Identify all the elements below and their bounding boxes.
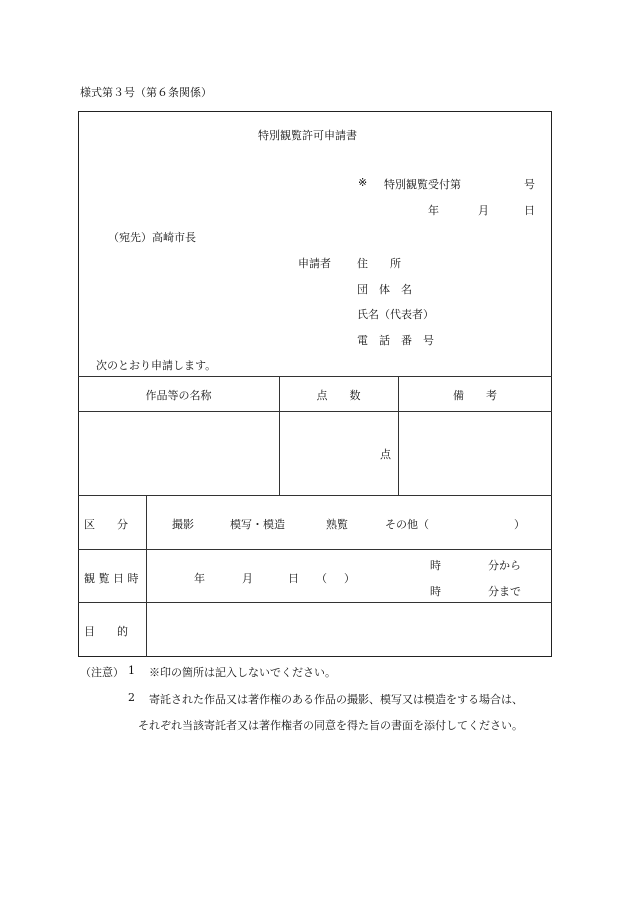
purpose-input[interactable] — [152, 606, 546, 652]
note-2-number: 2 — [128, 691, 135, 704]
category-option-copy[interactable]: 模写・模造 — [230, 518, 285, 531]
schedule-end-hour[interactable]: 時 — [430, 585, 441, 598]
applicant-name-field[interactable]: 氏名（代表者） — [357, 308, 434, 321]
note-1-number: 1 — [128, 664, 135, 677]
schedule-day[interactable]: 日 — [288, 572, 299, 585]
schedule-row-bottom-rule — [78, 602, 552, 603]
works-header: 作品等の名称 — [145, 389, 212, 402]
category-option-inspection[interactable]: 熟覧 — [326, 518, 348, 531]
category-other-close: ） — [514, 518, 525, 531]
applicant-phone-field[interactable]: 電 話 番 号 — [357, 334, 434, 347]
schedule-end-minute[interactable]: 分まで — [488, 585, 521, 598]
addressee: （宛先）高崎市長 — [108, 231, 196, 244]
form-title: 特別観覧許可申請書 — [258, 129, 357, 142]
application-form-frame — [78, 111, 552, 657]
schedule-start-minute[interactable]: 分から — [488, 559, 521, 572]
intro-text: 次のとおり申請します。 — [96, 359, 217, 372]
category-option-other[interactable]: その他（ — [385, 518, 429, 531]
schedule-label: 観 覧 日 時 — [84, 572, 139, 585]
schedule-weekday-open: （ — [316, 572, 327, 585]
label-col-divider — [146, 495, 147, 657]
reception-mark: ※ — [358, 176, 368, 189]
category-label: 区 分 — [84, 518, 128, 531]
category-option-photography[interactable]: 撮影 — [172, 518, 194, 531]
date-year-label: 年 — [428, 204, 439, 217]
table-top-rule — [78, 376, 552, 377]
note-2-continuation: それぞれ当該寄託者又は著作権者の同意を得た旨の書面を添付してください。 — [138, 719, 523, 732]
applicant-address-field[interactable]: 住 所 — [357, 257, 401, 270]
remarks-input[interactable] — [403, 415, 547, 491]
reception-label: 特別観覧受付第 — [384, 178, 461, 191]
count-header: 点 数 — [316, 389, 361, 402]
schedule-weekday-close: ） — [344, 572, 355, 585]
date-month-label: 月 — [478, 204, 489, 217]
count-unit: 点 — [380, 448, 391, 461]
applicant-organization-field[interactable]: 団 体 名 — [357, 283, 412, 296]
remarks-header: 備 考 — [453, 389, 497, 402]
date-day-label: 日 — [524, 204, 535, 217]
notes-prefix: （注意） — [80, 666, 124, 679]
works-name-input[interactable] — [84, 415, 274, 491]
schedule-year[interactable]: 年 — [194, 572, 205, 585]
applicant-label: 申請者 — [298, 257, 331, 270]
category-row-bottom-rule — [78, 549, 552, 550]
works-row-bottom-rule — [78, 495, 552, 496]
count-input[interactable] — [284, 415, 359, 491]
form-number: 様式第３号（第６条関係） — [80, 86, 212, 99]
note-1-text: ※印の箇所は記入しないでください。 — [149, 666, 336, 679]
schedule-month[interactable]: 月 — [242, 572, 253, 585]
purpose-label: 目 的 — [84, 625, 128, 638]
table-header-rule — [78, 411, 552, 412]
reception-suffix: 号 — [524, 178, 535, 191]
schedule-start-hour[interactable]: 時 — [430, 559, 441, 572]
note-2-text: 寄託された作品又は著作権のある作品の撮影、模写又は模造をする場合は、 — [149, 693, 523, 706]
